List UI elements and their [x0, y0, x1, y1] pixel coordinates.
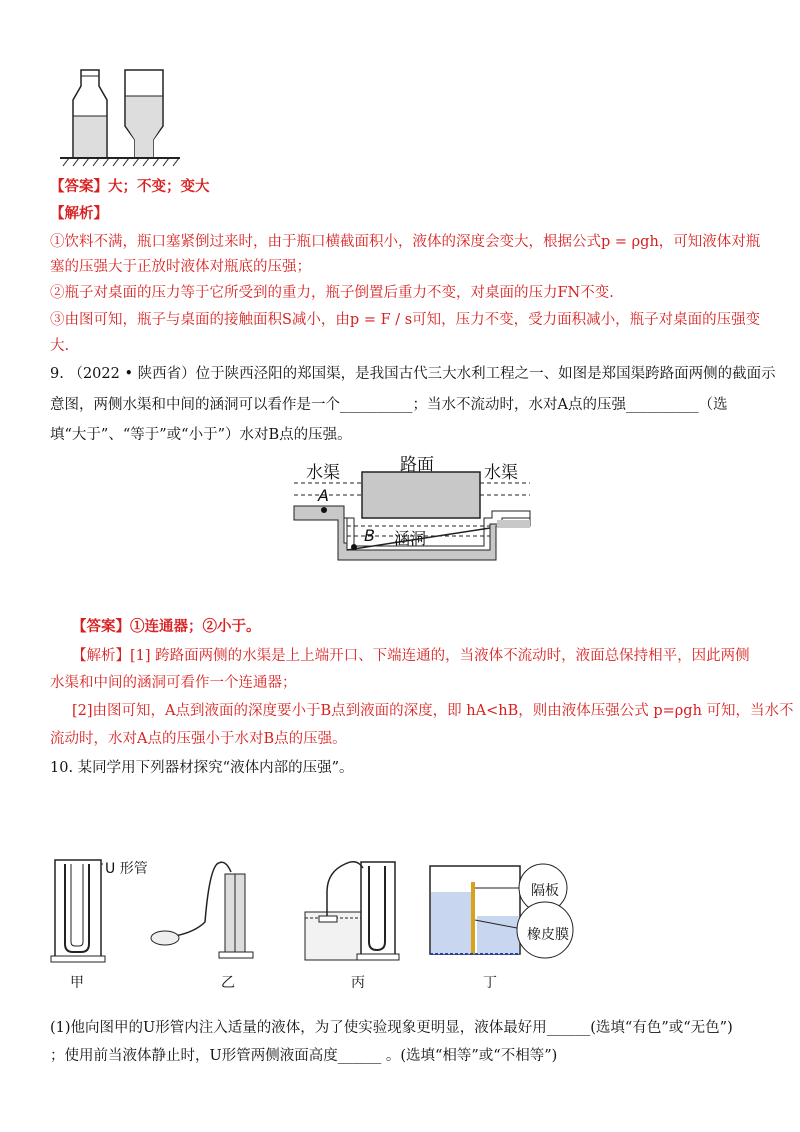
- label-bing: 丙: [351, 975, 365, 991]
- bottles-figure: [55, 68, 185, 168]
- prev-answer: 【答案】大；不变；变大: [50, 178, 210, 195]
- prev-analysis-p1: ①饮料不满，瓶口塞紧倒过来时，由于瓶口横截面积小，液体的深度会变大，根据公式p = ρgh，可知液体对瓶: [50, 234, 761, 250]
- label-point-a: A: [318, 486, 329, 505]
- prev-analysis-p2: ②瓶子对桌面的压力等于它所受到的重力，瓶子倒置后重力不变，对桌面的压力FN不变.: [50, 285, 614, 301]
- label-ding: 丁: [483, 975, 497, 991]
- q10-subq1-line1: (1)他向图甲的U形管内注入适量的液体，为了使实验现象更明显，液体最好用______(选填“有色”或“无色”): [50, 1020, 733, 1036]
- label-membrane: 橡皮膜: [527, 927, 569, 943]
- label-road: 路面: [400, 455, 434, 475]
- prev-analysis-p3: ③由图可知，瓶子与桌面的接触面积S减小，由p = F / s可知，压力不变，受力面积减小，瓶子对桌面的压强变: [50, 312, 761, 328]
- q9-analysis-2: [2]由图可知，A点到液面的深度要小于B点到液面的深度，即 hA<hB，则由液体压强公式 p=ρgh 可知，当水不: [72, 703, 794, 719]
- prev-analysis-p1-cont: 塞的压强大于正放时液体对瓶底的压强；: [50, 259, 311, 275]
- q9-analysis-1-cont: 水渠和中间的涵洞可看作一个连通器；: [50, 675, 297, 691]
- canal-figure: [292, 448, 532, 573]
- q10-line1: 10. 某同学用下列器材探究“液体内部的压强”。: [50, 760, 354, 776]
- label-partition: 隔板: [531, 883, 559, 899]
- q9-answer: 【答案】①连通器；②小于。: [72, 618, 261, 635]
- q9-line1: 9. （2022 • 陕西省）位于陕西泾阳的郑国渠，是我国古代三大水利工程之一、如图是郑国渠跨路面两侧的截面示: [50, 366, 776, 382]
- q9-analysis-1: 【解析】[1] 跨路面两侧的水渠是上上端开口、下端连通的，当液体不流动时，液面总保持相平，因此两侧: [72, 648, 750, 664]
- label-left-canal: 水渠: [306, 463, 340, 483]
- label-right-canal: 水渠: [484, 463, 518, 483]
- label-jia: 甲: [70, 975, 84, 991]
- label-u-tube: U 形管: [105, 861, 148, 877]
- prev-analysis-p3-cont: 大.: [50, 338, 70, 354]
- label-point-b: B: [364, 526, 375, 545]
- label-culvert: 涵洞: [394, 529, 427, 548]
- q9-line3: 填“大于”、“等于”或“小于”）水对B点的压强。: [50, 427, 352, 443]
- prev-analysis-label: 【解析】: [50, 205, 108, 222]
- q10-subq1-line2: ；使用前当液体静止时，U形管两侧液面高度______ 。(选填“相等”或“不相等”): [50, 1048, 558, 1064]
- apparatus-figure: [45, 852, 605, 992]
- label-yi: 乙: [221, 975, 235, 991]
- q9-analysis-2-cont: 流动时，水对A点的压强小于水对B点的压强。: [50, 731, 347, 747]
- q9-line2: 意图，两侧水渠和中间的涵洞可以看作是一个__________；当水不流动时，水对A点的压强__________（选: [50, 397, 728, 413]
